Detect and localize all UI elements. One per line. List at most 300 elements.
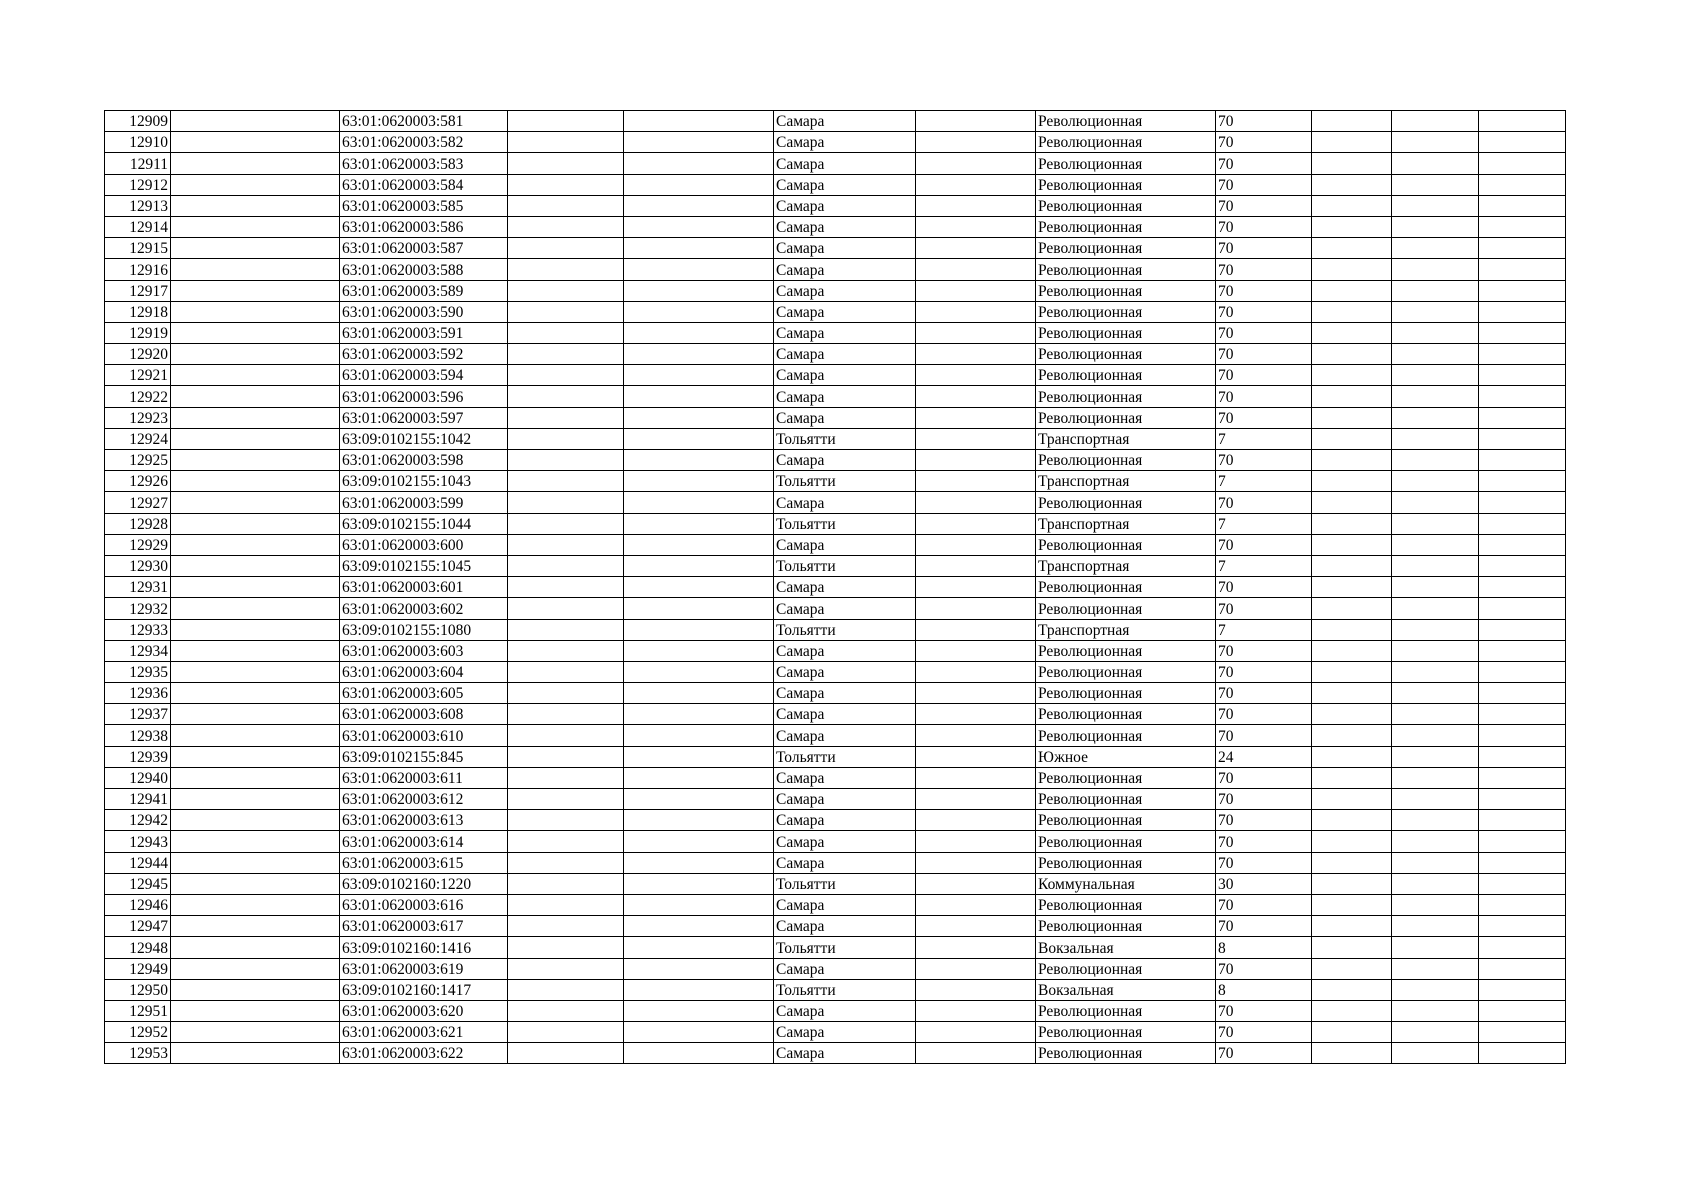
cadastral-number-cell: 63:01:0620003:602 [340, 598, 508, 619]
cadastral-number-cell: 63:09:0102160:1416 [340, 937, 508, 958]
empty-cell [1392, 1043, 1479, 1064]
cadastral-number-cell: 63:09:0102155:1045 [340, 555, 508, 576]
empty-cell [171, 746, 340, 767]
empty-cell [1479, 344, 1566, 365]
empty-cell [171, 831, 340, 852]
empty-cell [1479, 979, 1566, 1000]
empty-cell [1479, 894, 1566, 915]
table-row [105, 132, 1566, 153]
empty-cell [624, 428, 774, 449]
empty-cell [1479, 661, 1566, 682]
empty-cell [624, 322, 774, 343]
empty-cell [508, 831, 624, 852]
city-cell: Тольятти [774, 873, 916, 894]
empty-cell [1312, 619, 1392, 640]
table-row [105, 704, 1566, 725]
empty-cell [1479, 174, 1566, 195]
empty-cell [1312, 1000, 1392, 1021]
row-number-cell: 12937 [105, 704, 171, 725]
empty-cell [916, 683, 1036, 704]
city-cell: Самара [774, 661, 916, 682]
empty-cell [508, 1000, 624, 1021]
city-cell: Самара [774, 301, 916, 322]
table-row [105, 831, 1566, 852]
table-row [105, 259, 1566, 280]
city-cell: Самара [774, 492, 916, 513]
table-row [105, 1043, 1566, 1064]
empty-cell [624, 386, 774, 407]
table-row [105, 979, 1566, 1000]
house-cell: 70 [1216, 344, 1312, 365]
empty-cell [916, 301, 1036, 322]
empty-cell [916, 259, 1036, 280]
empty-cell [1479, 195, 1566, 216]
table-row [105, 216, 1566, 237]
cadastral-number-cell: 63:01:0620003:586 [340, 216, 508, 237]
city-cell: Тольятти [774, 428, 916, 449]
street-cell: Революционная [1036, 916, 1216, 937]
empty-cell [1312, 238, 1392, 259]
house-cell: 24 [1216, 746, 1312, 767]
empty-cell [624, 492, 774, 513]
table-row [105, 767, 1566, 788]
house-cell: 70 [1216, 216, 1312, 237]
street-cell: Вокзальная [1036, 937, 1216, 958]
empty-cell [624, 471, 774, 492]
empty-cell [1392, 873, 1479, 894]
street-cell: Транспортная [1036, 619, 1216, 640]
empty-cell [1479, 534, 1566, 555]
empty-cell [1479, 1022, 1566, 1043]
table-row [105, 407, 1566, 428]
row-number-cell: 12931 [105, 577, 171, 598]
empty-cell [508, 979, 624, 1000]
city-cell: Самара [774, 238, 916, 259]
empty-cell [1312, 577, 1392, 598]
street-cell: Революционная [1036, 958, 1216, 979]
empty-cell [171, 1022, 340, 1043]
street-cell: Революционная [1036, 322, 1216, 343]
city-cell: Тольятти [774, 937, 916, 958]
empty-cell [508, 916, 624, 937]
city-cell: Самара [774, 407, 916, 428]
empty-cell [624, 513, 774, 534]
empty-cell [916, 555, 1036, 576]
empty-cell [1479, 492, 1566, 513]
city-cell: Самара [774, 259, 916, 280]
empty-cell [624, 894, 774, 915]
empty-cell [171, 894, 340, 915]
empty-cell [624, 661, 774, 682]
empty-cell [1312, 555, 1392, 576]
empty-cell [624, 365, 774, 386]
empty-cell [916, 598, 1036, 619]
empty-cell [1392, 195, 1479, 216]
table-row [105, 471, 1566, 492]
city-cell: Самара [774, 1043, 916, 1064]
table-row [105, 344, 1566, 365]
street-cell: Революционная [1036, 1022, 1216, 1043]
street-cell: Революционная [1036, 386, 1216, 407]
empty-cell [508, 471, 624, 492]
empty-cell [1312, 513, 1392, 534]
empty-cell [508, 216, 624, 237]
cadastral-number-cell: 63:01:0620003:610 [340, 725, 508, 746]
empty-cell [508, 852, 624, 873]
empty-cell [508, 1043, 624, 1064]
cadastral-number-cell: 63:09:0102155:845 [340, 746, 508, 767]
empty-cell [508, 238, 624, 259]
empty-cell [1312, 407, 1392, 428]
empty-cell [1479, 958, 1566, 979]
table-row [105, 534, 1566, 555]
empty-cell [171, 873, 340, 894]
empty-cell [508, 810, 624, 831]
empty-cell [1479, 471, 1566, 492]
house-cell: 7 [1216, 619, 1312, 640]
empty-cell [171, 174, 340, 195]
empty-cell [1312, 661, 1392, 682]
cadastral-number-cell: 63:01:0620003:588 [340, 259, 508, 280]
empty-cell [1312, 789, 1392, 810]
cadastral-number-cell: 63:01:0620003:597 [340, 407, 508, 428]
cadastral-number-cell: 63:01:0620003:608 [340, 704, 508, 725]
empty-cell [1392, 704, 1479, 725]
empty-cell [916, 365, 1036, 386]
row-number-cell: 12943 [105, 831, 171, 852]
empty-cell [1392, 1000, 1479, 1021]
empty-cell [171, 301, 340, 322]
empty-cell [508, 301, 624, 322]
empty-cell [1312, 428, 1392, 449]
empty-cell [508, 555, 624, 576]
row-number-cell: 12933 [105, 619, 171, 640]
empty-cell [1312, 704, 1392, 725]
empty-cell [508, 174, 624, 195]
empty-cell [1312, 322, 1392, 343]
empty-cell [916, 195, 1036, 216]
city-cell: Самара [774, 958, 916, 979]
house-cell: 70 [1216, 704, 1312, 725]
empty-cell [624, 111, 774, 132]
empty-cell [1392, 513, 1479, 534]
city-cell: Самара [774, 640, 916, 661]
empty-cell [1479, 111, 1566, 132]
table-body [105, 111, 1566, 1064]
empty-cell [916, 1022, 1036, 1043]
house-cell: 70 [1216, 132, 1312, 153]
empty-cell [624, 216, 774, 237]
cadastral-number-cell: 63:01:0620003:617 [340, 916, 508, 937]
street-cell: Транспортная [1036, 555, 1216, 576]
data-table [104, 110, 1566, 1064]
empty-cell [171, 365, 340, 386]
empty-cell [508, 534, 624, 555]
street-cell: Революционная [1036, 259, 1216, 280]
empty-cell [916, 937, 1036, 958]
row-number-cell: 12921 [105, 365, 171, 386]
table-row [105, 238, 1566, 259]
cadastral-number-cell: 63:01:0620003:604 [340, 661, 508, 682]
empty-cell [1479, 767, 1566, 788]
empty-cell [624, 958, 774, 979]
empty-cell [916, 958, 1036, 979]
empty-cell [1392, 958, 1479, 979]
empty-cell [1312, 767, 1392, 788]
street-cell: Революционная [1036, 661, 1216, 682]
cadastral-number-cell: 63:01:0620003:598 [340, 450, 508, 471]
empty-cell [1392, 365, 1479, 386]
table-row [105, 153, 1566, 174]
empty-cell [171, 979, 340, 1000]
empty-cell [624, 280, 774, 301]
table-row [105, 598, 1566, 619]
empty-cell [916, 873, 1036, 894]
city-cell: Самара [774, 111, 916, 132]
house-cell: 70 [1216, 894, 1312, 915]
empty-cell [508, 513, 624, 534]
house-cell: 70 [1216, 852, 1312, 873]
empty-cell [1392, 640, 1479, 661]
empty-cell [1312, 132, 1392, 153]
house-cell: 70 [1216, 238, 1312, 259]
row-number-cell: 12918 [105, 301, 171, 322]
house-cell: 70 [1216, 958, 1312, 979]
empty-cell [624, 344, 774, 365]
empty-cell [171, 555, 340, 576]
table-row [105, 916, 1566, 937]
empty-cell [171, 937, 340, 958]
empty-cell [171, 322, 340, 343]
empty-cell [1392, 577, 1479, 598]
street-cell: Южное [1036, 746, 1216, 767]
empty-cell [1392, 344, 1479, 365]
empty-cell [624, 132, 774, 153]
empty-cell [1479, 153, 1566, 174]
empty-cell [171, 1000, 340, 1021]
empty-cell [916, 174, 1036, 195]
empty-cell [624, 1000, 774, 1021]
empty-cell [508, 322, 624, 343]
empty-cell [1479, 450, 1566, 471]
empty-cell [1312, 598, 1392, 619]
empty-cell [916, 450, 1036, 471]
empty-cell [1312, 725, 1392, 746]
empty-cell [624, 238, 774, 259]
house-cell: 70 [1216, 1022, 1312, 1043]
city-cell: Самара [774, 450, 916, 471]
street-cell: Революционная [1036, 767, 1216, 788]
empty-cell [916, 852, 1036, 873]
empty-cell [508, 789, 624, 810]
city-cell: Самара [774, 344, 916, 365]
house-cell: 7 [1216, 513, 1312, 534]
city-cell: Самара [774, 153, 916, 174]
house-cell: 70 [1216, 111, 1312, 132]
empty-cell [1392, 852, 1479, 873]
empty-cell [171, 132, 340, 153]
city-cell: Самара [774, 534, 916, 555]
cadastral-number-cell: 63:01:0620003:599 [340, 492, 508, 513]
empty-cell [1479, 259, 1566, 280]
street-cell: Революционная [1036, 492, 1216, 513]
table-row [105, 365, 1566, 386]
row-number-cell: 12939 [105, 746, 171, 767]
row-number-cell: 12932 [105, 598, 171, 619]
empty-cell [1312, 174, 1392, 195]
table-row [105, 661, 1566, 682]
empty-cell [624, 937, 774, 958]
empty-cell [171, 810, 340, 831]
empty-cell [624, 725, 774, 746]
empty-cell [1392, 683, 1479, 704]
city-cell: Самара [774, 216, 916, 237]
table-row [105, 577, 1566, 598]
street-cell: Революционная [1036, 111, 1216, 132]
empty-cell [508, 492, 624, 513]
row-number-cell: 12950 [105, 979, 171, 1000]
empty-cell [1392, 1022, 1479, 1043]
empty-cell [1312, 640, 1392, 661]
empty-cell [1479, 873, 1566, 894]
city-cell: Тольятти [774, 513, 916, 534]
row-number-cell: 12913 [105, 195, 171, 216]
cadastral-number-cell: 63:01:0620003:613 [340, 810, 508, 831]
empty-cell [1392, 725, 1479, 746]
house-cell: 70 [1216, 153, 1312, 174]
empty-cell [916, 344, 1036, 365]
empty-cell [624, 259, 774, 280]
empty-cell [624, 979, 774, 1000]
table-row [105, 428, 1566, 449]
cadastral-number-cell: 63:01:0620003:616 [340, 894, 508, 915]
table-row [105, 174, 1566, 195]
empty-cell [916, 132, 1036, 153]
empty-cell [171, 1043, 340, 1064]
empty-cell [916, 894, 1036, 915]
empty-cell [916, 577, 1036, 598]
empty-cell [1312, 534, 1392, 555]
house-cell: 70 [1216, 577, 1312, 598]
row-number-cell: 12929 [105, 534, 171, 555]
cadastral-number-cell: 63:01:0620003:612 [340, 789, 508, 810]
row-number-cell: 12915 [105, 238, 171, 259]
empty-cell [624, 153, 774, 174]
table-row [105, 873, 1566, 894]
empty-cell [916, 216, 1036, 237]
empty-cell [1312, 216, 1392, 237]
empty-cell [1312, 937, 1392, 958]
empty-cell [916, 725, 1036, 746]
empty-cell [624, 831, 774, 852]
empty-cell [1392, 598, 1479, 619]
cadastral-number-cell: 63:09:0102160:1417 [340, 979, 508, 1000]
empty-cell [1479, 937, 1566, 958]
empty-cell [171, 767, 340, 788]
empty-cell [1312, 873, 1392, 894]
street-cell: Революционная [1036, 640, 1216, 661]
table-row [105, 555, 1566, 576]
empty-cell [916, 979, 1036, 1000]
table-row [105, 1022, 1566, 1043]
table-row [105, 937, 1566, 958]
empty-cell [508, 640, 624, 661]
house-cell: 70 [1216, 789, 1312, 810]
empty-cell [1479, 513, 1566, 534]
empty-cell [508, 598, 624, 619]
house-cell: 70 [1216, 301, 1312, 322]
row-number-cell: 12919 [105, 322, 171, 343]
empty-cell [171, 238, 340, 259]
row-number-cell: 12930 [105, 555, 171, 576]
row-number-cell: 12938 [105, 725, 171, 746]
row-number-cell: 12945 [105, 873, 171, 894]
empty-cell [1479, 831, 1566, 852]
empty-cell [1392, 132, 1479, 153]
empty-cell [171, 852, 340, 873]
empty-cell [1392, 216, 1479, 237]
empty-cell [1392, 280, 1479, 301]
table-row [105, 725, 1566, 746]
empty-cell [1392, 810, 1479, 831]
city-cell: Самара [774, 174, 916, 195]
street-cell: Революционная [1036, 1043, 1216, 1064]
street-cell: Революционная [1036, 280, 1216, 301]
empty-cell [171, 958, 340, 979]
cadastral-number-cell: 63:01:0620003:605 [340, 683, 508, 704]
row-number-cell: 12951 [105, 1000, 171, 1021]
empty-cell [624, 640, 774, 661]
city-cell: Самара [774, 789, 916, 810]
house-cell: 70 [1216, 1043, 1312, 1064]
empty-cell [1312, 280, 1392, 301]
row-number-cell: 12947 [105, 916, 171, 937]
city-cell: Самара [774, 852, 916, 873]
cadastral-number-cell: 63:01:0620003:582 [340, 132, 508, 153]
street-cell: Революционная [1036, 704, 1216, 725]
house-cell: 30 [1216, 873, 1312, 894]
row-number-cell: 12920 [105, 344, 171, 365]
empty-cell [624, 1022, 774, 1043]
city-cell: Тольятти [774, 471, 916, 492]
city-cell: Самара [774, 725, 916, 746]
street-cell: Транспортная [1036, 513, 1216, 534]
empty-cell [1479, 238, 1566, 259]
cadastral-number-cell: 63:01:0620003:621 [340, 1022, 508, 1043]
cadastral-number-cell: 63:01:0620003:600 [340, 534, 508, 555]
row-number-cell: 12926 [105, 471, 171, 492]
empty-cell [508, 619, 624, 640]
empty-cell [916, 513, 1036, 534]
street-cell: Революционная [1036, 534, 1216, 555]
table-row [105, 619, 1566, 640]
empty-cell [1479, 916, 1566, 937]
empty-cell [1392, 916, 1479, 937]
house-cell: 70 [1216, 831, 1312, 852]
empty-cell [916, 153, 1036, 174]
cadastral-number-cell: 63:01:0620003:596 [340, 386, 508, 407]
row-number-cell: 12942 [105, 810, 171, 831]
cadastral-number-cell: 63:09:0102155:1080 [340, 619, 508, 640]
table-row [105, 386, 1566, 407]
cadastral-number-cell: 63:09:0102160:1220 [340, 873, 508, 894]
cadastral-number-cell: 63:01:0620003:619 [340, 958, 508, 979]
street-cell: Революционная [1036, 450, 1216, 471]
house-cell: 70 [1216, 916, 1312, 937]
empty-cell [1312, 894, 1392, 915]
table-row [105, 322, 1566, 343]
street-cell: Революционная [1036, 153, 1216, 174]
